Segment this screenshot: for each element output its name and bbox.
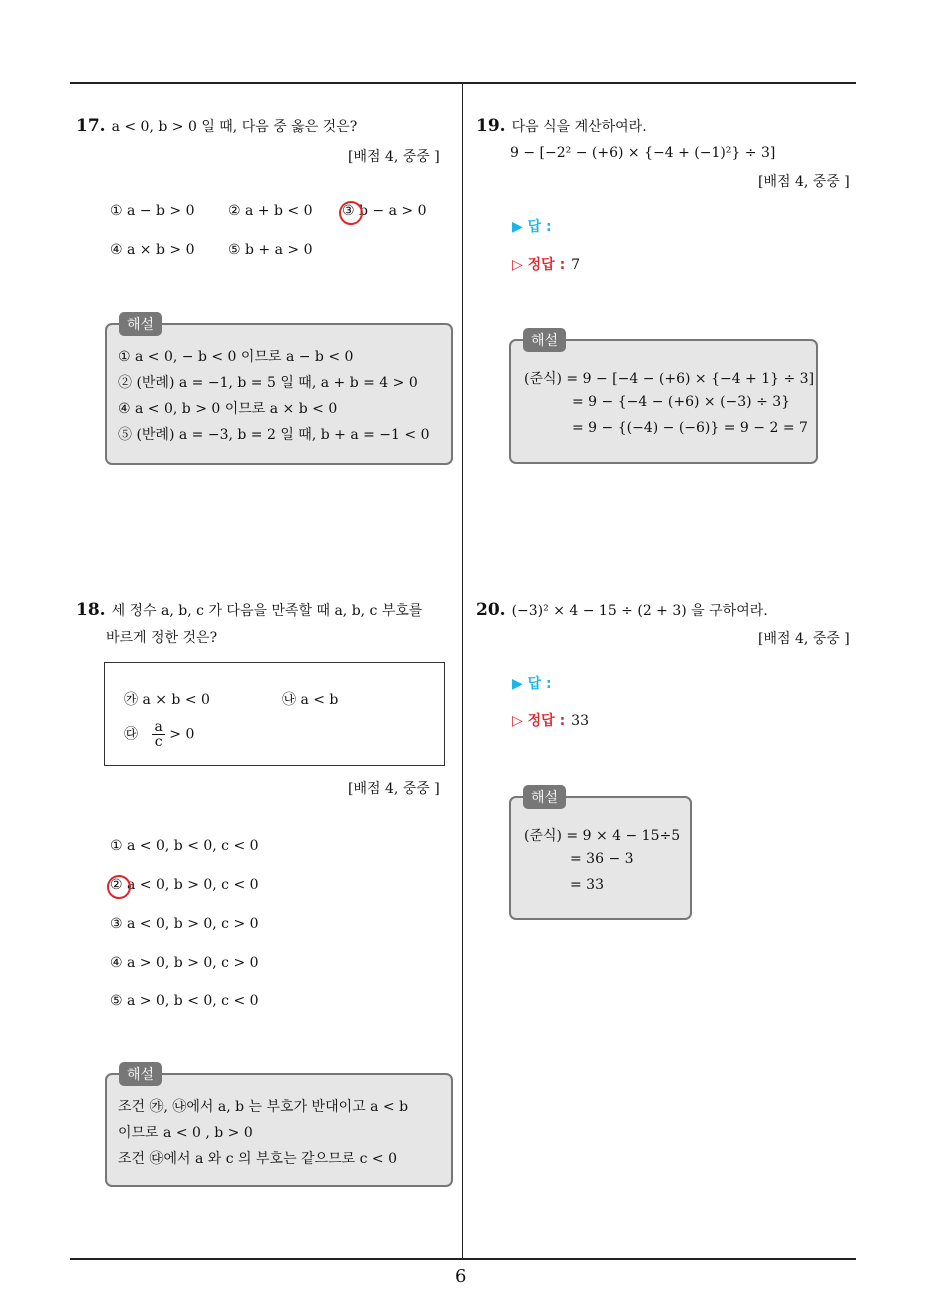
q18-condition-c-label: ㉰ xyxy=(124,726,138,743)
q19-correct-value: 7 xyxy=(571,257,581,273)
q19-text: 다음 식을 계산하여라. xyxy=(511,119,647,135)
q19-explain-line-3: = 9 − {(−4) − (−6)} = 9 − 2 = 7 xyxy=(572,420,808,436)
q17-option-4[interactable]: ④ a × b > 0 xyxy=(110,242,195,258)
q17-explain-line-4: ⑤ (반례) a = −3, b = 2 일 때, b + a = −1 < 0 xyxy=(118,427,430,443)
q18-fraction-denominator: c xyxy=(154,734,163,750)
q17-explain-tag: 해설 xyxy=(119,312,162,336)
q18-text-1: 세 정수 a, b, c 가 다음을 만족할 때 a, b, c 부호를 xyxy=(111,603,423,619)
q18-condition-a: ㉮ a × b < 0 xyxy=(124,692,210,708)
q17-number: 17. xyxy=(76,116,106,136)
q20-answer-label[interactable]: ▶ 답 : xyxy=(512,676,552,692)
q19-correct-label: ▷ 정답 : xyxy=(512,257,566,273)
q20-correct-value: 33 xyxy=(571,713,589,729)
q17-option-2[interactable]: ② a + b < 0 xyxy=(228,203,313,219)
q17-explain-line-2: ② (반례) a = −1, b = 5 일 때, a + b = 4 > 0 xyxy=(118,375,418,391)
q18-explain-line-3: 조건 ㉰에서 a 와 c 의 부호는 같으므로 c < 0 xyxy=(118,1151,397,1167)
q19-explain-line-1: (준식) = 9 − [−4 − (+6) × {−4 + 1} ÷ 3] xyxy=(524,371,815,387)
q18-points: [배점 4, 중중 ] xyxy=(348,781,440,797)
q19-answer-label[interactable]: ▶ 답 : xyxy=(512,219,552,235)
q20-correct-label: ▷ 정답 : xyxy=(512,713,566,729)
bottom-rule xyxy=(70,1258,856,1260)
q18-option-4[interactable]: ④ a > 0, b > 0, c > 0 xyxy=(110,955,259,971)
q18-explain-line-1: 조건 ㉮, ㉯에서 a, b 는 부호가 반대이고 a < b xyxy=(118,1099,409,1115)
q18-option-2[interactable]: ② a < 0, b > 0, c < 0 xyxy=(110,877,259,893)
q17-explain-line-3: ④ a < 0, b > 0 이므로 a × b < 0 xyxy=(118,401,338,417)
center-divider xyxy=(462,83,463,1259)
page-number: 6 xyxy=(455,1266,467,1287)
q19-number: 19. xyxy=(476,116,506,136)
q19-explain-line-2: = 9 − {−4 − (+6) × (−3) ÷ 3} xyxy=(572,394,791,410)
q18-option-1[interactable]: ① a < 0, b < 0, c < 0 xyxy=(110,838,259,854)
q17-explain-line-1: ① a < 0, − b < 0 이므로 a − b < 0 xyxy=(118,349,354,365)
q17-stem xyxy=(76,116,357,136)
q18-condition-c-rest: > 0 xyxy=(169,726,195,743)
q18-condition-box xyxy=(104,662,445,766)
q17-text: a < 0, b > 0 일 때, 다음 중 옳은 것은? xyxy=(111,119,358,135)
q18-option-3[interactable]: ③ a < 0, b > 0, c > 0 xyxy=(110,916,259,932)
q19-expression: 9 − [−2² − (+6) × {−4 + (−1)²} ÷ 3] xyxy=(510,145,776,161)
q17-option-3[interactable]: ③ b − a > 0 xyxy=(342,203,427,219)
q20-explain-line-2: = 36 − 3 xyxy=(570,851,634,867)
q18-fraction-numerator: a xyxy=(154,719,163,735)
q18-condition-c-fraction xyxy=(152,720,164,749)
q18-explain-tag: 해설 xyxy=(119,1062,162,1086)
q19-points: [배점 4, 중중 ] xyxy=(758,174,850,190)
q18-condition-c xyxy=(124,720,194,749)
q17-points: [배점 4, 중중 ] xyxy=(348,149,440,165)
q18-text-2: 바르게 정한 것은? xyxy=(106,630,218,646)
q18-condition-b: ㉯ a < b xyxy=(282,692,339,708)
q17-option-1[interactable]: ① a − b > 0 xyxy=(110,203,195,219)
q20-text: (−3)² × 4 − 15 ÷ (2 + 3) 을 구하여라. xyxy=(511,603,768,619)
q20-stem xyxy=(476,600,768,620)
q18-explain-line-2: 이므로 a < 0 , b > 0 xyxy=(118,1125,253,1141)
q20-explain-line-3: = 33 xyxy=(570,877,604,893)
q20-points: [배점 4, 중중 ] xyxy=(758,631,850,647)
q18-number: 18. xyxy=(76,600,106,620)
q18-option-5[interactable]: ⑤ a > 0, b < 0, c < 0 xyxy=(110,993,259,1009)
q20-number: 20. xyxy=(476,600,506,620)
q20-explain-line-1: (준식) = 9 × 4 − 15÷5 xyxy=(524,828,681,844)
q18-stem xyxy=(76,600,422,620)
q19-correct-answer xyxy=(512,254,580,274)
top-rule xyxy=(70,82,856,84)
q19-explain-tag: 해설 xyxy=(523,328,566,352)
q19-stem xyxy=(476,116,647,136)
q17-option-5[interactable]: ⑤ b + a > 0 xyxy=(228,242,313,258)
q20-correct-answer xyxy=(512,710,589,730)
q20-explain-tag: 해설 xyxy=(523,785,566,809)
